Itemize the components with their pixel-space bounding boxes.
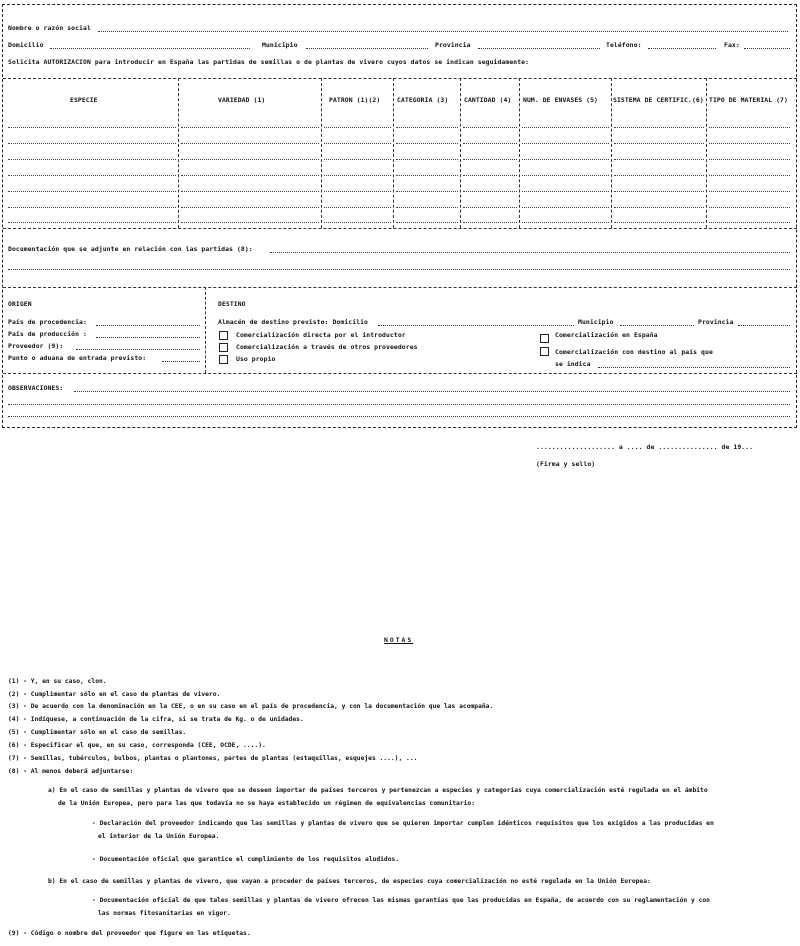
table-cell[interactable] bbox=[324, 222, 391, 223]
checkbox-otros-proveedores[interactable] bbox=[219, 343, 228, 352]
nota-7: (7) - Semillas, tubérculos, bulbos, plantas o plantones, partes de plantas (estaquillas, esquejes ....), ... bbox=[8, 755, 418, 762]
fax-field[interactable] bbox=[744, 48, 790, 49]
table-cell[interactable] bbox=[522, 207, 609, 208]
destino-title: DESTINO bbox=[218, 300, 246, 308]
form-frame bbox=[2, 4, 797, 428]
nombre-label: Nombre o razón social bbox=[8, 24, 91, 32]
divider bbox=[3, 373, 797, 374]
table-cell[interactable] bbox=[709, 207, 790, 208]
table-cell[interactable] bbox=[522, 143, 609, 144]
col-header-variedad: VARIEDAD (1) bbox=[218, 96, 266, 104]
table-cell[interactable] bbox=[396, 127, 458, 128]
table-cell[interactable] bbox=[324, 207, 391, 208]
nota-8-b-doc-line1: - Documentación oficial de que tales semillas y plantas de vivero ofrecen las mismas garantías que las producidas en España, de acuerdo con su reglamentación y con bbox=[92, 897, 710, 904]
col-divider bbox=[393, 78, 394, 228]
col-divider bbox=[178, 78, 179, 228]
table-cell[interactable] bbox=[709, 127, 790, 128]
col-header-envases: NUM. DE ENVASES (5) bbox=[523, 96, 599, 104]
documentacion-label: Documentación que se adjunte en relación con las partidas (8): bbox=[8, 245, 253, 253]
nota-5: (5) - Cumplimentar sólo en el caso de semillas. bbox=[8, 729, 187, 736]
table-cell[interactable] bbox=[614, 222, 704, 223]
nota-8-b-line1: b) En el caso de semillas y plantas de vivero, que vayan a proceder de países terceros, de especies cuya comercialización no esté regulada en la Unión Europea: bbox=[48, 878, 651, 885]
provincia-field[interactable] bbox=[478, 48, 600, 49]
col-header-sistema: SISTEMA DE CERTIFIC.(6) bbox=[613, 96, 704, 104]
opt-uso-propio: Uso propio bbox=[236, 355, 276, 363]
nombre-field[interactable] bbox=[98, 31, 788, 32]
firma-label: (Firma y sello) bbox=[536, 460, 596, 468]
proveedor-field[interactable] bbox=[76, 349, 200, 350]
destino-provincia-label: Provincia bbox=[698, 318, 734, 326]
table-cell[interactable] bbox=[396, 207, 458, 208]
opt-destino-pais: Comercialización con destino al país que bbox=[555, 348, 713, 356]
opt-comercializacion-directa: Comercialización directa por el introductor bbox=[236, 331, 406, 339]
telefono-label: Teléfono: bbox=[606, 41, 642, 49]
nota-8-b-doc-line2: las normas fitosanitarias en vigor. bbox=[98, 910, 231, 917]
table-cell[interactable] bbox=[614, 143, 704, 144]
table-cell[interactable] bbox=[8, 191, 176, 192]
table-cell[interactable] bbox=[324, 127, 391, 128]
table-cell[interactable] bbox=[181, 127, 319, 128]
pais-produccion-field[interactable] bbox=[96, 337, 200, 338]
table-cell[interactable] bbox=[709, 222, 790, 223]
origen-title: ORIGEN bbox=[8, 300, 32, 308]
table-cell[interactable] bbox=[396, 175, 458, 176]
table-top-line bbox=[3, 78, 797, 79]
solicita-text: Solicita AUTORIZACION para introducir en España las partidas de semillas o de plantas de vivero cuyos datos se indican seguidamente: bbox=[8, 58, 530, 66]
domicilio-label: Domicilio bbox=[8, 41, 44, 49]
fax-label: Fax: bbox=[724, 41, 740, 49]
table-cell[interactable] bbox=[614, 127, 704, 128]
nota-9: (9) - Código o nombre del proveedor que figure en las etiquetas. bbox=[8, 930, 251, 937]
domicilio-field[interactable] bbox=[50, 48, 250, 49]
checkbox-uso-propio[interactable] bbox=[219, 355, 228, 364]
documentacion-field[interactable] bbox=[270, 252, 790, 253]
table-cell[interactable] bbox=[396, 222, 458, 223]
opt-comercializacion-espana: Comercialización en España bbox=[555, 331, 658, 339]
proveedor-label: Proveedor (9): bbox=[8, 342, 64, 350]
destino-municipio-label: Municipio bbox=[578, 318, 614, 326]
municipio-label: Municipio bbox=[262, 41, 298, 49]
checkbox-destino-pais[interactable] bbox=[540, 347, 549, 356]
nota-8-a-line1: a) En el caso de semillas y plantas de vivero que se deseen importar de países terceros y pertenezcan a especies y categorías cuya comercialización esté regulada en el ámbito bbox=[48, 787, 708, 794]
punto-aduana-field[interactable] bbox=[162, 361, 200, 362]
col-header-cantidad: CANTIDAD (4) bbox=[464, 96, 512, 104]
table-cell[interactable] bbox=[614, 159, 704, 160]
table-cell[interactable] bbox=[463, 127, 517, 128]
nota-2: (2) - Cumplimentar sólo en el caso de plantas de vivero. bbox=[8, 691, 221, 698]
telefono-field[interactable] bbox=[648, 48, 716, 49]
nota-8-a-doc: - Documentación oficial que garantice el cumplimiento de los requisitos aludidos. bbox=[92, 856, 400, 863]
table-cell[interactable] bbox=[463, 191, 517, 192]
table-cell[interactable] bbox=[614, 175, 704, 176]
col-header-especie: ESPECIE bbox=[70, 96, 98, 104]
table-cell[interactable] bbox=[8, 143, 176, 144]
destino-pais-field[interactable] bbox=[598, 367, 790, 368]
col-header-categoria: CATEGORIA (3) bbox=[397, 96, 449, 104]
table-cell[interactable] bbox=[522, 175, 609, 176]
table-cell[interactable] bbox=[709, 143, 790, 144]
table-cell[interactable] bbox=[181, 222, 319, 223]
table-cell[interactable] bbox=[8, 127, 176, 128]
provincia-label: Provincia bbox=[435, 41, 471, 49]
table-cell[interactable] bbox=[709, 175, 790, 176]
opt-destino-pais-2: se indica bbox=[555, 360, 591, 368]
nota-3: (3) - De acuerdo con la denominación en la CEE, o en su caso en el país de procedencia, y con la documentación que las acompaña. bbox=[8, 703, 494, 710]
table-cell[interactable] bbox=[396, 143, 458, 144]
table-bottom-line bbox=[3, 228, 797, 229]
date-line[interactable]: .................... a .... de ............... de 19... bbox=[536, 443, 754, 451]
table-cell[interactable] bbox=[522, 159, 609, 160]
pais-procedencia-label: País de procedencia: bbox=[8, 318, 87, 326]
table-cell[interactable] bbox=[181, 207, 319, 208]
table-cell[interactable] bbox=[709, 159, 790, 160]
table-cell[interactable] bbox=[463, 175, 517, 176]
checkbox-comercializacion-directa[interactable] bbox=[219, 331, 228, 340]
col-divider bbox=[460, 78, 461, 228]
observaciones-field-2[interactable] bbox=[8, 404, 790, 405]
table-cell[interactable] bbox=[463, 222, 517, 223]
table-cell[interactable] bbox=[614, 191, 704, 192]
table-cell[interactable] bbox=[8, 159, 176, 160]
observaciones-label: OBSERVACIONES: bbox=[8, 384, 64, 392]
table-cell[interactable] bbox=[463, 207, 517, 208]
nota-8-a-decl-line1: - Declaración del proveedor indicando que las semillas y plantas de vivero que se quieren importar cumplen idénticos requisitos que los exigidos a las producidas en bbox=[92, 820, 714, 827]
checkbox-comercializacion-espana[interactable] bbox=[540, 334, 549, 343]
divider bbox=[3, 287, 797, 288]
table-cell[interactable] bbox=[522, 127, 609, 128]
documentacion-field-2[interactable] bbox=[8, 269, 790, 270]
table-cell[interactable] bbox=[463, 143, 517, 144]
pais-procedencia-field[interactable] bbox=[96, 325, 200, 326]
table-cell[interactable] bbox=[181, 191, 319, 192]
col-header-tipo: TIPO DE MATERIAL (7) bbox=[709, 96, 788, 104]
col-divider bbox=[611, 78, 612, 228]
opt-otros-proveedores: Comercialización a través de otros proveedores bbox=[236, 343, 418, 351]
col-header-patron: PATRON (1)(2) bbox=[329, 96, 381, 104]
origen-destino-divider bbox=[205, 287, 206, 373]
table-cell[interactable] bbox=[181, 175, 319, 176]
table-cell[interactable] bbox=[709, 191, 790, 192]
table-cell[interactable] bbox=[324, 191, 391, 192]
table-cell[interactable] bbox=[8, 207, 176, 208]
table-cell[interactable] bbox=[324, 159, 391, 160]
table-cell[interactable] bbox=[8, 175, 176, 176]
table-cell[interactable] bbox=[522, 222, 609, 223]
nota-8-a-decl-line2: el interior de la Unión Europea. bbox=[98, 833, 220, 840]
table-cell[interactable] bbox=[324, 175, 391, 176]
table-cell[interactable] bbox=[463, 159, 517, 160]
table-cell[interactable] bbox=[396, 159, 458, 160]
observaciones-field[interactable] bbox=[74, 391, 790, 392]
table-cell[interactable] bbox=[8, 222, 176, 223]
table-cell[interactable] bbox=[396, 191, 458, 192]
nota-1: (1) - Y, en su caso, clon. bbox=[8, 678, 107, 685]
nota-8-a-line2: de la Unión Europea, pero para las que todavía no se haya establecido un régimen de equivalencias comunitario: bbox=[58, 800, 476, 807]
nota-8: (8) - Al menos deberá adjuntarse: bbox=[8, 768, 134, 775]
nota-6: (6) - Especificar el que, en su caso, corresponda (CEE, OCDE, ....). bbox=[8, 742, 266, 749]
almacen-label: Almacén de destino previsto: Domicilio bbox=[218, 318, 369, 326]
col-divider bbox=[519, 78, 520, 228]
destino-municipio-field[interactable] bbox=[620, 325, 694, 326]
notas-title: NOTAS bbox=[384, 636, 414, 644]
punto-aduana-label: Punto o aduana de entrada previsto: bbox=[8, 354, 147, 362]
table-cell[interactable] bbox=[181, 143, 319, 144]
pais-produccion-label: País de producción : bbox=[8, 330, 87, 338]
table-cell[interactable] bbox=[181, 159, 319, 160]
municipio-field[interactable] bbox=[306, 48, 428, 49]
nota-4: (4) - Indíquese, a continuación de la cifra, si se trata de Kg. o de unidades. bbox=[8, 716, 304, 723]
destino-provincia-field[interactable] bbox=[738, 325, 790, 326]
col-divider bbox=[321, 78, 322, 228]
col-divider bbox=[706, 78, 707, 228]
table-cell[interactable] bbox=[614, 207, 704, 208]
table-cell[interactable] bbox=[324, 143, 391, 144]
almacen-domicilio-field[interactable] bbox=[378, 325, 574, 326]
table-cell[interactable] bbox=[522, 191, 609, 192]
observaciones-field-3[interactable] bbox=[8, 416, 790, 417]
